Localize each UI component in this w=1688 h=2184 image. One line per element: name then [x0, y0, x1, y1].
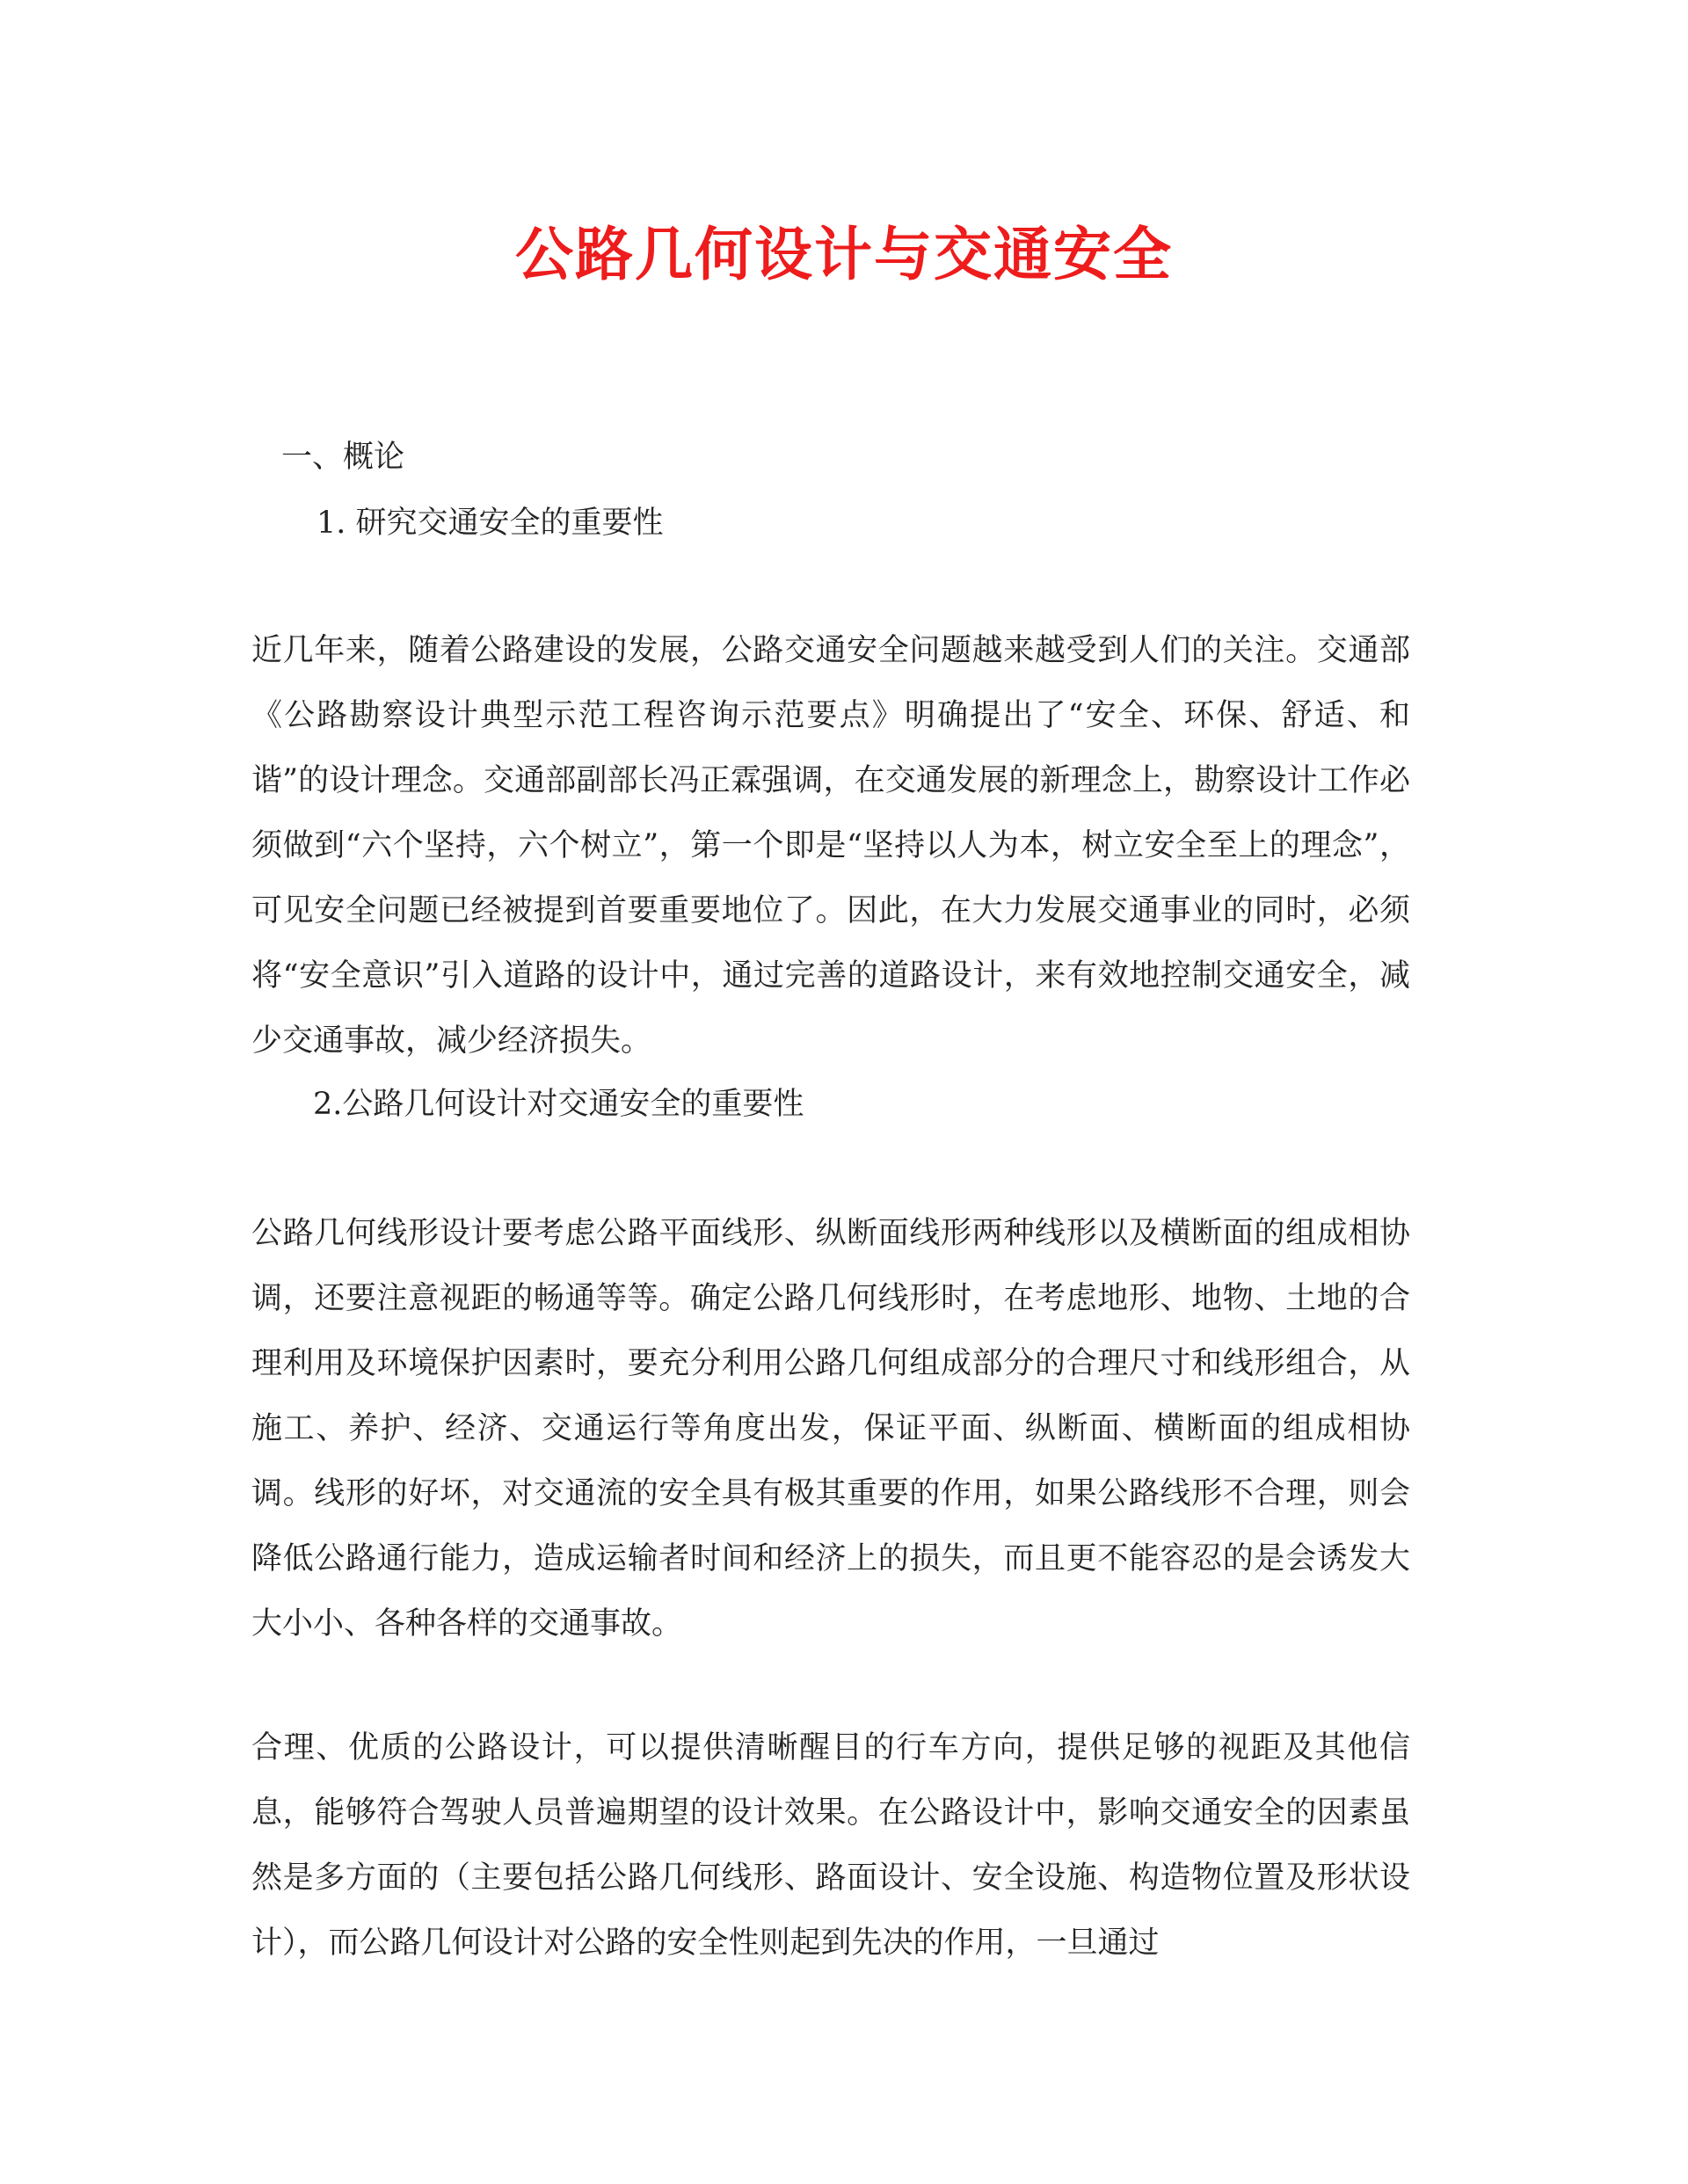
paragraph-3: 合理、优质的公路设计，可以提供清晰醒目的行车方向，提供足够的视距及其他信息，能够符合驾驶人员普遍期望的设计效果。在公路设计中，影响交通安全的因素虽然是多方面的（主要包括公路几何线形、路面设计、安全设施、构造物位置及形状设计），而公路几何设计对公路的安全性则起到先决的作用，一旦通过 — [251, 1730, 1410, 1961]
subheading-importance-of-safety: 1. 研究交通安全的重要性 — [316, 506, 664, 541]
subheading-geometric-design-importance: 2.公路几何设计对交通安全的重要性 — [313, 1087, 804, 1122]
paragraph-2: 公路几何线形设计要考虑公路平面线形、纵断面线形两种线形以及横断面的组成相协调，还要注意视距的畅通等等。确定公路几何线形时，在考虑地形、地物、土地的合理利用及环境保护因素时，要充分利用公路几何组成部分的合理尺寸和线形组合，从施工、养护、经济、交通运行等角度出发，保证平面、纵断面、横断面的组成相协调。线形的好坏，对交通流的安全具有极其重要的作用，如果公路线形不合理，则会降低公路通行能力，造成运输者时间和经济上的损失，而且更不能容忍的是会诱发大大小小、各种各样的交通事故。 — [251, 1216, 1410, 1642]
paragraph-1: 近几年来，随着公路建设的发展，公路交通安全问题越来越受到人们的关注。交通部《公路勘察设计典型示范工程咨询示范要点》明确提出了“安全、环保、舒适、和谐”的设计理念。交通部副部长冯正霖强调，在交通发展的新理念上，勘察设计工作必须做到“六个坚持，六个树立”，第一个即是“坚持以人为本，树立安全至上的理念”，可见安全问题已经被提到首要重要地位了。因此，在大力发展交通事业的同时，必须将“安全意识”引入道路的设计中，通过完善的道路设计，来有效地控制交通安全，减少交通事故，减少经济损失。 — [251, 633, 1410, 1059]
document-title: 公路几何设计与交通安全 — [515, 221, 1173, 288]
section-heading-overview: 一、概论 — [281, 440, 405, 475]
